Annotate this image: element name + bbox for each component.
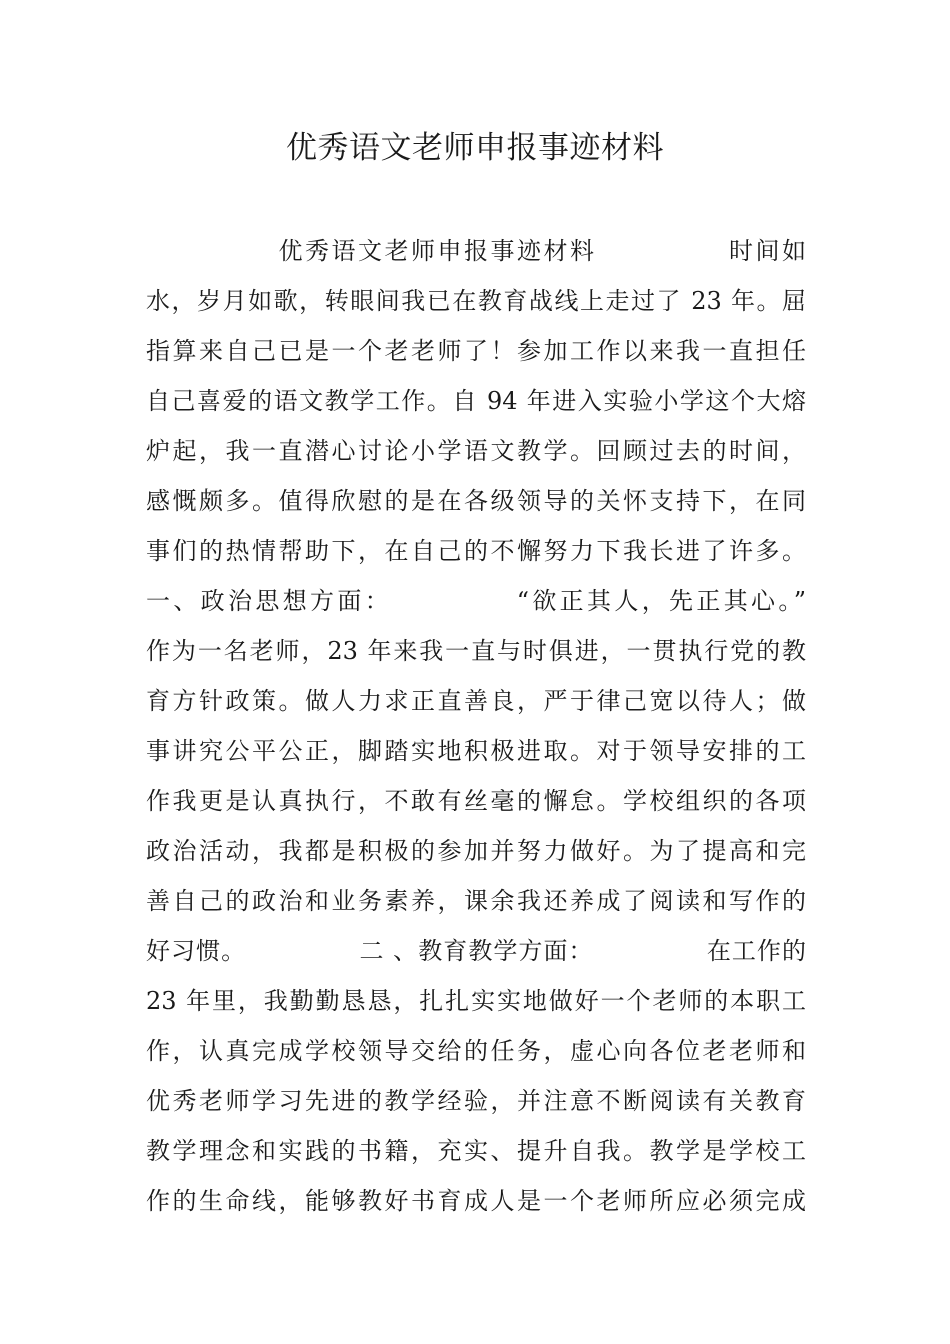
body-line: 水，岁月如歌，转眼间我已在教育战线上走过了 23 年。屈 bbox=[146, 287, 806, 315]
body-line: 炉起，我一直潜心讨论小学语文教学。回顾过去的时间， bbox=[146, 437, 806, 465]
document-title: 优秀语文老师申报事迹材料 bbox=[286, 130, 664, 166]
body-line: 教学理念和实践的书籍，充实、提升自我。教学是学校工 bbox=[146, 1137, 806, 1165]
body-line: 优秀语文老师申报事迹材料 时间如 bbox=[146, 237, 806, 265]
body-line: 作我更是认真执行，不敢有丝毫的懈怠。学校组织的各项 bbox=[146, 787, 806, 815]
body-line: 23 年里，我勤勤恳恳，扎扎实实地做好一个老师的本职工 bbox=[146, 987, 806, 1015]
body-line: 自己喜爱的语文教学工作。自 94 年进入实验小学这个大熔 bbox=[146, 387, 806, 415]
body-line: 事们的热情帮助下，在自己的不懈努力下我长进了许多。 bbox=[146, 537, 806, 565]
body-line: 好习惯。 二 、教育教学方面： 在工作的 bbox=[146, 937, 806, 965]
body-line: 指算来自己已是一个老老师了！参加工作以来我一直担任 bbox=[146, 337, 806, 365]
body-line: 优秀老师学习先进的教学经验，并注意不断阅读有关教育 bbox=[146, 1087, 806, 1115]
body-line: 育方针政策。做人力求正直善良，严于律己宽以待人；做 bbox=[146, 687, 806, 715]
body-line: 事讲究公平公正，脚踏实地积极进取。对于领导安排的工 bbox=[146, 737, 806, 765]
body-line: 作为一名老师，23 年来我一直与时俱进，一贯执行党的教 bbox=[146, 637, 806, 665]
body-line: 感慨颇多。值得欣慰的是在各级领导的关怀支持下，在同 bbox=[146, 487, 806, 515]
body-line: 善自己的政治和业务素养，课余我还养成了阅读和写作的 bbox=[146, 887, 806, 915]
document-body bbox=[146, 226, 806, 1226]
body-line: 政治活动，我都是积极的参加并努力做好。为了提高和完 bbox=[146, 837, 806, 865]
body-line: 作的生命线，能够教好书育成人是一个老师所应必须完成 bbox=[146, 1187, 806, 1215]
body-line: 作，认真完成学校领导交给的任务，虚心向各位老老师和 bbox=[146, 1037, 806, 1065]
body-line: 一、政治思想方面： “欲正其人，先正其心。” bbox=[146, 587, 806, 615]
